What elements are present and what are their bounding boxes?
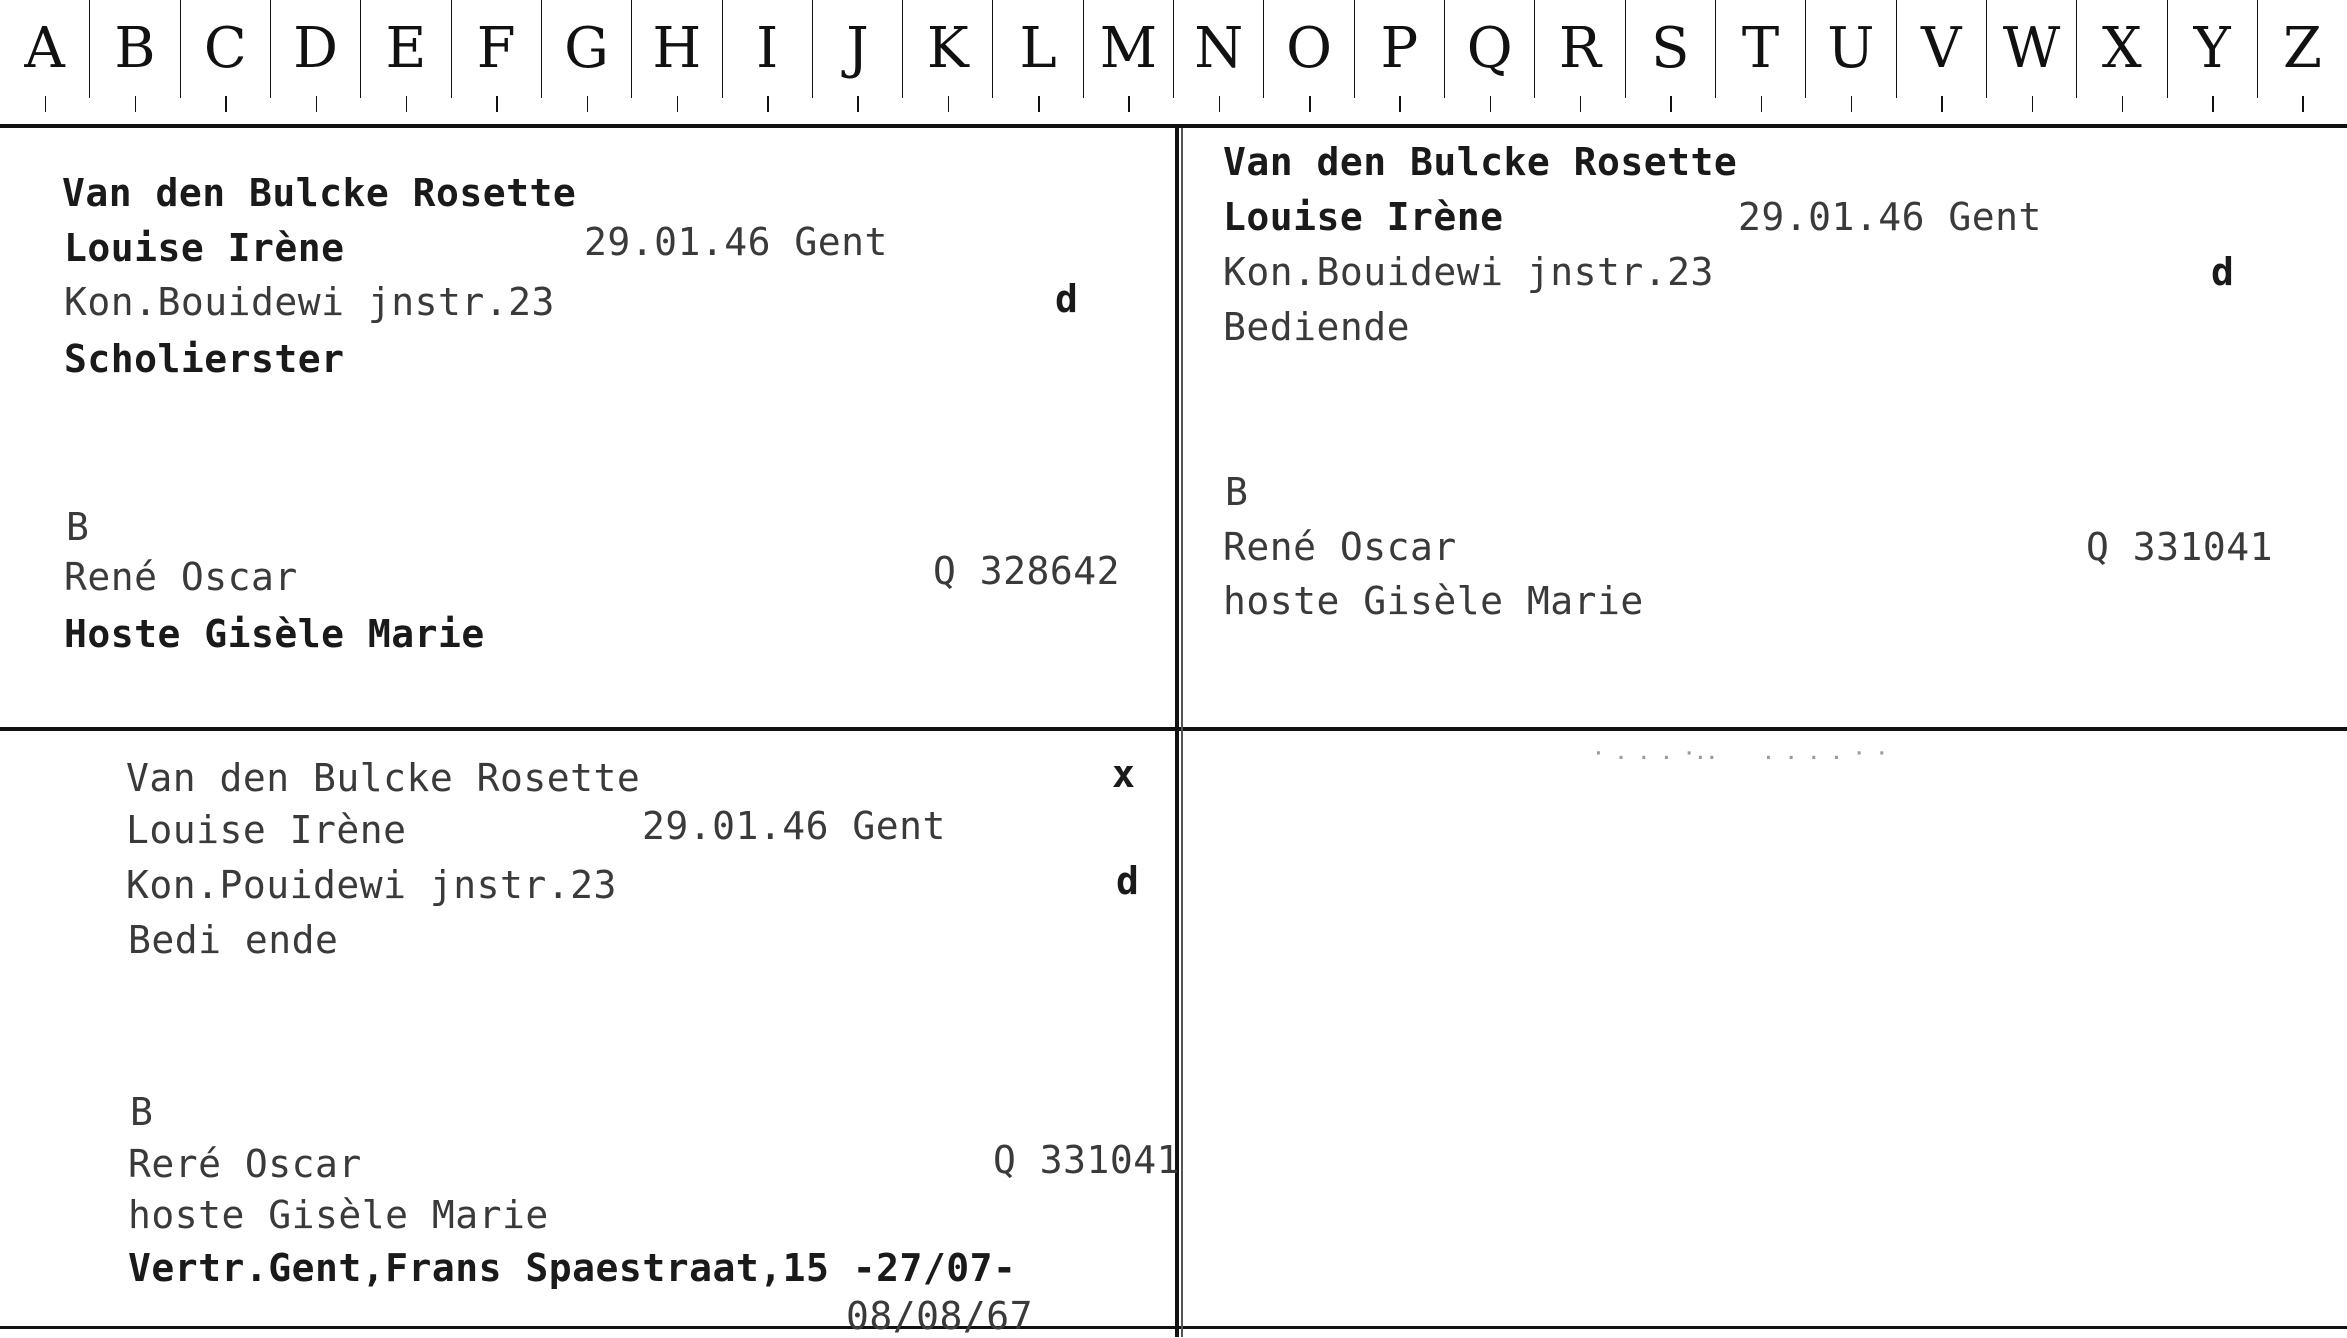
card-departure: Vertr.Gent,Frans Spaestraat,15 -27/07- — [128, 1246, 1017, 1290]
card-father: René Oscar — [64, 555, 298, 599]
index-letter-f: F — [451, 0, 541, 98]
card-departure-date: 08/08/67 — [846, 1294, 1034, 1338]
card-address: Kon.Pouidewi jnstr.23 — [126, 863, 617, 907]
index-letter-d: D — [270, 0, 360, 98]
index-letter-x: X — [2076, 0, 2166, 98]
index-letter-a: A — [0, 0, 89, 98]
index-letter-w: W — [1986, 0, 2076, 98]
index-letter-n: N — [1173, 0, 1263, 98]
card-birth: 29.01.46 Gent — [584, 220, 888, 264]
card-occupation: Bedi ende — [128, 918, 339, 962]
index-letter-p: P — [1354, 0, 1444, 98]
record-card-1 — [0, 128, 1175, 727]
card-number: Q 331041 — [993, 1138, 1181, 1182]
index-letter-z: Z — [2257, 0, 2347, 98]
index-letter-b: B — [89, 0, 179, 98]
index-letter-m: M — [1083, 0, 1173, 98]
card-mother: hoste Gisèle Marie — [128, 1193, 549, 1237]
card-mother: Hoste Gisèle Marie — [64, 612, 485, 656]
index-letter-j: J — [812, 0, 902, 98]
card-given-names: Louise Irène — [126, 808, 407, 852]
index-letter-k: K — [902, 0, 992, 98]
card-number: Q 328642 — [933, 549, 1121, 593]
bottom-divider — [0, 1326, 2347, 1329]
card-address: Kon.Bouidewi jnstr.23 — [64, 280, 555, 324]
card-marker-d: d — [1116, 859, 1140, 903]
index-letter-y: Y — [2167, 0, 2257, 98]
index-letter-r: R — [1534, 0, 1624, 98]
index-letter-u: U — [1805, 0, 1895, 98]
index-letter-g: G — [541, 0, 631, 98]
card-name: Van den Bulcke Rosette — [1223, 140, 1738, 184]
index-letter-v: V — [1896, 0, 1986, 98]
card-birth: 29.01.46 Gent — [1738, 195, 2042, 239]
card-mother: hoste Gisèle Marie — [1223, 579, 1644, 623]
index-letter-c: C — [180, 0, 270, 98]
index-letter-i: I — [722, 0, 812, 98]
card-father: Reré Oscar — [128, 1142, 362, 1186]
card-number: Q 331041 — [2086, 525, 2274, 569]
card-address: Kon.Bouidewi jnstr.23 — [1223, 250, 1714, 294]
card-father: René Oscar — [1223, 525, 1457, 569]
faded-smudge: · . . . ·.. . . . . · · — [1593, 743, 1888, 764]
card-marker-b: B — [1225, 470, 1249, 514]
card-given-names: Louise Irène — [1223, 195, 1504, 239]
card-marker-x: x — [1112, 752, 1136, 796]
card-birth: 29.01.46 Gent — [642, 804, 946, 848]
card-marker-d: d — [1055, 277, 1079, 321]
card-name: Van den Bulcke Rosette — [62, 171, 577, 215]
index-letter-s: S — [1625, 0, 1715, 98]
card-name: Van den Bulcke Rosette — [126, 756, 641, 800]
record-card-2 — [1183, 128, 2347, 727]
card-marker-b: B — [66, 505, 90, 549]
card-occupation: Scholierster — [64, 337, 345, 381]
index-letter-t: T — [1715, 0, 1805, 98]
index-letter-o: O — [1263, 0, 1353, 98]
record-card-4-empty — [1183, 731, 2347, 1326]
alphabet-index-row — [0, 0, 2347, 98]
card-occupation: Bediende — [1223, 305, 1411, 349]
index-letter-l: L — [992, 0, 1082, 98]
record-card-3 — [0, 731, 1181, 1338]
card-given-names: Louise Irène — [64, 226, 345, 270]
index-letter-h: H — [631, 0, 721, 98]
index-letter-e: E — [360, 0, 450, 98]
card-marker-b: B — [130, 1090, 154, 1134]
index-letter-q: Q — [1444, 0, 1534, 98]
card-marker-d: d — [2211, 250, 2235, 294]
